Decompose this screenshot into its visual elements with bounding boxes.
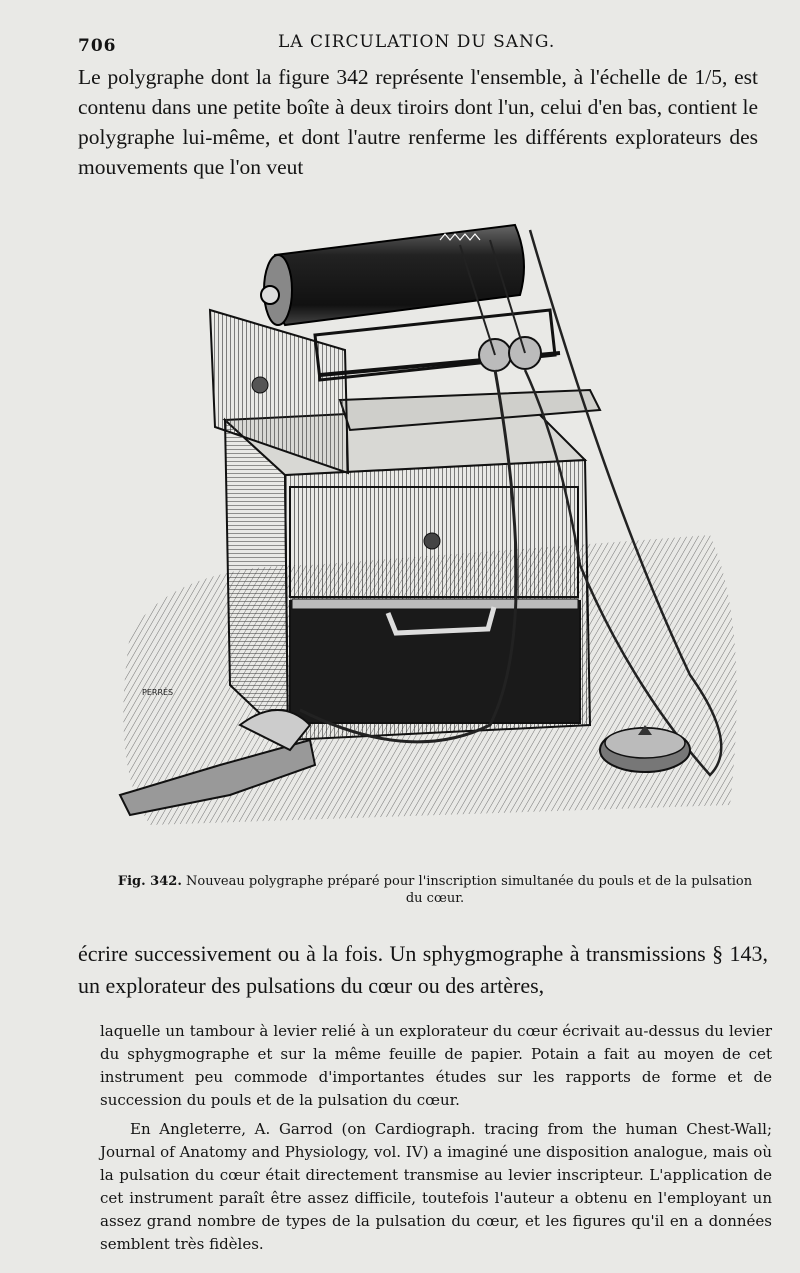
note-paragraph-2: En Angleterre, A. Garrod (on Cardiograph. tracing from the human Chest-Wall; Journal of Anatomy and Physiology, vol. IV) a imaginé une disposition analogue, mais où la pulsation du cœur était directement transmise au levier inscripteur. L'application de cet instrument paraît être assez difficile, toutefois l'auteur a obtenu en l'employant un assez grand nombre de types de la pulsation du cœur, et les figures qu'il en a données semblent très fidèles. (100, 1120, 772, 1253)
paragraph-intro: Le polygraphe dont la figure 342 représente l'ensemble, à l'échelle de 1/5, est contenu dans une petite boîte à deux tiroirs dont l'un, celui d'en bas, contient le polygraphe lui-même, et dont l'autre renferme les différents explorateurs des mouvements que l'on veut (78, 65, 758, 179)
page-header (78, 30, 768, 60)
drawer-opening (290, 601, 580, 723)
polygraph-engraving (110, 205, 750, 865)
paragraph-continuation: écrire successivement ou à la fois. Un sphygmographe à transmissions § 143, un explorateur des pulsations du cœur ou des artères, (78, 941, 768, 998)
figure-polygraph (110, 205, 750, 865)
recording-drum (272, 225, 524, 325)
running-title: LA CIRCULATION DU SANG. (278, 32, 556, 52)
page-number: 706 (78, 36, 117, 56)
drawer-knob (424, 533, 440, 549)
note-paragraph-1: laquelle un tambour à levier relié à un explorateur du cœur écrivait au-dessus du levier du sphygmographe et sur la même feuille de papier. Potain a fait au moyen de cet instrument peu commode d'importantes études sur les rapports de forme et de succession du pouls et de la pulsation du cœur. (100, 1022, 772, 1109)
caption-text: Nouveau polygraphe préparé pour l'inscription simultanée du pouls et de la pulsation du cœur. (186, 874, 753, 906)
figure-caption (110, 873, 760, 907)
engraver-signature: PERRÈS (142, 688, 174, 697)
drawer-rail (292, 599, 578, 609)
caption-label: Fig. 342. (117, 874, 182, 889)
board-knob (252, 377, 268, 393)
drum-axle (261, 286, 279, 304)
paragraph-notes (100, 1020, 772, 1256)
